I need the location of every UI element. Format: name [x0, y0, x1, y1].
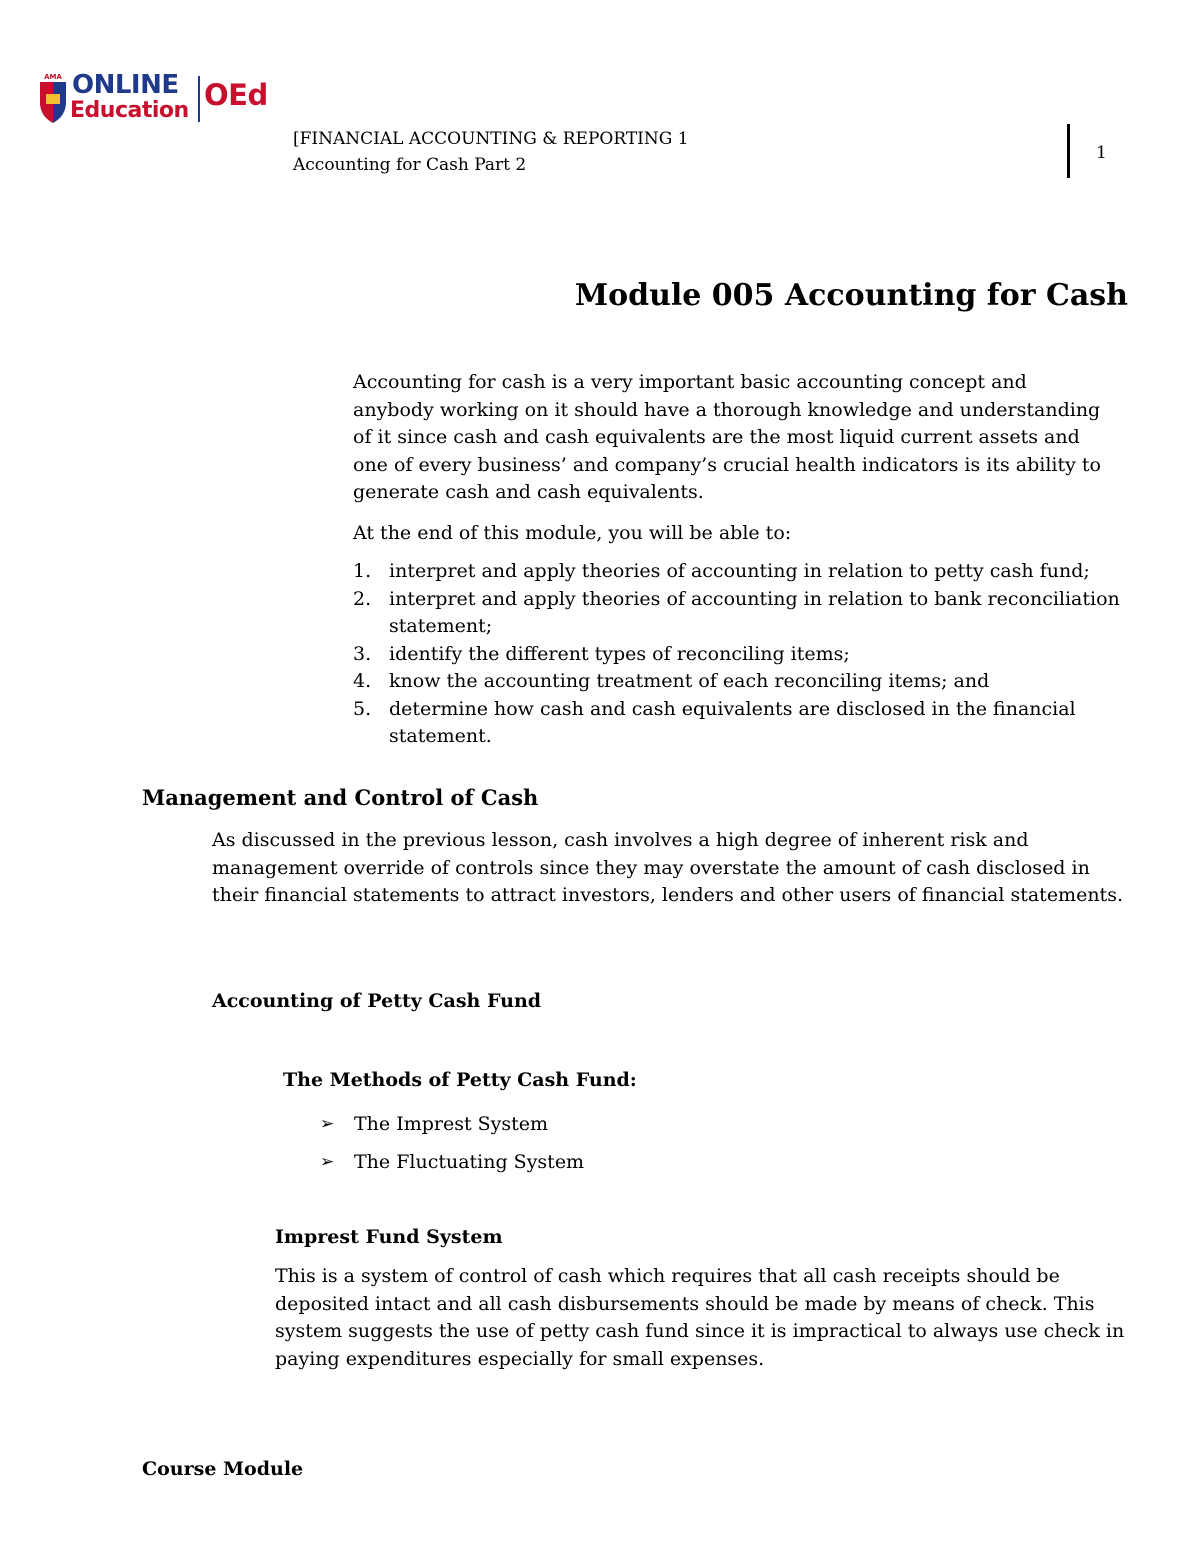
module-title: Module 005 Accounting for Cash: [574, 278, 1128, 313]
management-paragraph: As discussed in the previous lesson, cash involves a high degree of inherent risk and management override of controls since they may overstate the amount of cash disclosed in their financial statements to attract investors, lenders and other users of financial statements.: [212, 829, 1123, 906]
list-number: 5.: [353, 697, 372, 720]
subheading-imprest: Imprest Fund System: [275, 1226, 503, 1248]
section-heading-management: Management and Control of Cash: [142, 785, 539, 810]
list-item: [353, 696, 1143, 751]
list-item-text: determine how cash and cash equivalents are disclosed in the financial statement.: [389, 697, 1076, 747]
page-number: 1: [1096, 143, 1107, 163]
list-item: [353, 641, 1143, 669]
outcomes-lead: At the end of this module, you will be able to:: [353, 522, 792, 544]
methods-list: [320, 1105, 584, 1181]
logo-education-text: Education: [70, 98, 189, 123]
list-item: [320, 1105, 584, 1143]
list-item-text: interpret and apply theories of accounting in relation to petty cash fund;: [389, 560, 1090, 582]
list-item-text: The Fluctuating System: [354, 1151, 585, 1173]
logo-divider: [198, 76, 200, 122]
list-item-text: identify the different types of reconciling items;: [389, 642, 850, 665]
header-course-title: [FINANCIAL ACCOUNTING & REPORTING 1: [293, 129, 689, 149]
list-item-text: interpret and apply theories of accounting in relation to bank reconciliation statement;: [389, 587, 1120, 637]
footer-label: Course Module: [142, 1458, 304, 1480]
list-number: 2.: [353, 587, 372, 610]
list-number: 4.: [353, 670, 372, 692]
list-item-text: know the accounting treatment of each reconciling items; and: [389, 670, 990, 692]
header-divider: [1067, 124, 1070, 178]
arrow-bullet-icon: ➢: [320, 1114, 335, 1134]
list-item: [353, 558, 1143, 586]
arrow-bullet-icon: ➢: [320, 1152, 335, 1172]
subheading-petty-cash: Accounting of Petty Cash Fund: [212, 990, 542, 1012]
header-subtitle: Accounting for Cash Part 2: [293, 155, 527, 175]
list-number: 1.: [353, 560, 372, 582]
ama-shield-icon: [38, 72, 68, 124]
learning-outcomes-list: [353, 558, 1143, 751]
online-education-logo: [38, 72, 273, 126]
list-item-text: The Imprest System: [354, 1113, 549, 1135]
intro-paragraph: Accounting for cash is a very important basic accounting concept and anybody working on it should have a thorough knowledge and understanding of it since cash and cash equivalents are the most liquid current assets and one of every business’ and company’s crucial health indicators is its ability to generate cash and cash equivalents.: [353, 371, 1101, 503]
list-item: [320, 1143, 584, 1181]
list-item: [353, 668, 1143, 696]
logo-oed-text: OEd: [204, 78, 268, 112]
imprest-paragraph: This is a system of control of cash which requires that all cash receipts should be deposited intact and all cash disbursements should be made by means of check. This system suggests the use of petty cash fund since it is impractical to always use check in paying expenditures especially for small expenses.: [275, 1265, 1125, 1370]
logo-online-text: ONLINE: [72, 70, 179, 100]
logo-badge-text: AMA: [44, 73, 62, 81]
list-number: 3.: [353, 642, 372, 665]
list-item: [353, 586, 1143, 641]
subheading-methods: The Methods of Petty Cash Fund:: [283, 1069, 637, 1091]
